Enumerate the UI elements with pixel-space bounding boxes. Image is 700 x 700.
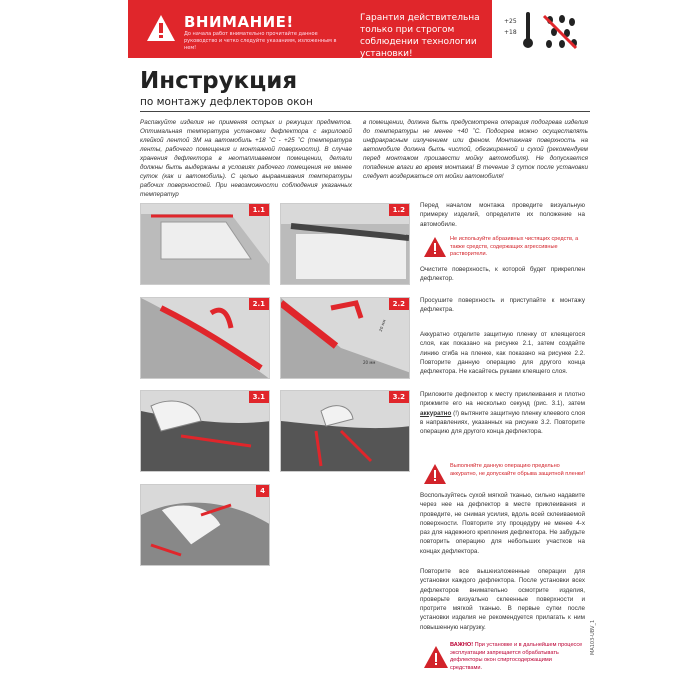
step-peel: Аккуратно отделите защитную пленку от клеящегося слоя, как показано на рисунке 2.1, затем создайте линию сгиба на пленке, как показано на рисунке 2.2. Повторите данную операцию для другого конца дефлектора. Не касайтесь руками клеящего слоя. [420, 331, 585, 376]
figure-3-2 [280, 390, 410, 472]
warning-title: ВНИМАНИЕ! [184, 13, 294, 31]
figure-1-1 [140, 203, 270, 285]
intro-left: Распакуйте изделия не применяя острых и режущих предметов. Оптимальная температура установки дефлектора с акриловой клейкой лентой 3М на автомобиль +18 ˚C - +25 ˚C (температура ленты, рабочего помещения и монтажной поверхности). В случае хранения дефлектора в неотапливаемом помещении, детали должны быть выдержаны в условиях рабочего помещения не менее суток (как и автомобиль). С целью выравнивания температуры рабочих поверхностей. При невозможности соблюдения указанных температур [140, 119, 352, 198]
step-clean: Очистите поверхность, к которой будет прикреплен дефлектор. [420, 266, 585, 283]
warning-icon [146, 14, 176, 42]
important-note [420, 642, 585, 682]
temp-low: +18 [504, 29, 517, 36]
warning-note-text: Не используйте абразивных чистящих средств, а также средств, содержащих агрессивные растворители. [450, 236, 579, 257]
step-press: Воспользуйтесь сухой мягкой тканью, сильно надавите через нее на дефлектор в месте приклеивания и проведите, не снимая усилия, вдоль всей склеиваемой поверхности. Повторите эту процедуру не менее 4-х раз для надежного крепления дефлектора. Не забудьте повторить операцию для небольших участков на концах дефлектора. [420, 492, 585, 555]
figure-2-2 [280, 297, 410, 379]
guarantee-text: Гарантия действительна только при строгом соблюдении технологии установки! [360, 13, 480, 59]
important-label: ВАЖНО! [450, 642, 474, 648]
thermometer-icon [522, 10, 534, 50]
figure-1-2 [280, 203, 410, 285]
step-fitting: Перед началом монтажа проведите визуальную примерку изделий, определите их положение на автомобиле. [420, 202, 585, 228]
text: (!) вытяните защитную пленку клеевого слоя в направлениях, указанных на рисунке 3.2. Повторите операцию для другого конца дефлектора. [420, 409, 585, 436]
divider [140, 111, 590, 112]
document-code: MA103-UBV_1 [590, 619, 596, 655]
warning-icon [423, 236, 447, 258]
warning-banner [128, 0, 492, 58]
intro-right: в помещении, должна быть предусмотрена операция подогрева изделия до температуры не менее +40 ˚C. Подогрев можно осуществлять инфракрасным излучением или феном. Монтажная поверхность на автомобиле должна быть чистой, обезжиренной и сухой (рекомендуем перед монтажом произвести мойку автомобиля). Не допускается попадение влаги во время монтажа! В течение 3 суток после установки следует воздержаться от мойки автомобиля! [363, 119, 588, 180]
temp-high: +25 [504, 18, 517, 25]
figure-label: 1.1 [249, 204, 269, 216]
figure-label: 3.2 [389, 391, 409, 403]
figure-2-1 [140, 297, 270, 379]
figure-label: 4 [256, 485, 269, 497]
warning-note-text: Выполняйте данную операцию предельно аккуратно, не допускайте обрыва защитной пленки! [450, 463, 585, 477]
no-rain-icon [542, 14, 578, 50]
text: Приложите дефлектор к месту приклеивания и плотно прижмите его на несколько секунд (рис. 3.1), затем [420, 391, 585, 408]
step-dry: Просушите поверхность и приступайте к монтажу дефлектра. [420, 297, 585, 314]
warning-subtitle: До начала работ внимательно прочитайте данное руководство и четко следуйте указаниям, изложенным в нем! [184, 31, 337, 51]
warning-note [420, 463, 585, 491]
dimension-label: 20 мм [377, 318, 387, 333]
figure-label: 3.1 [249, 391, 269, 403]
page-title: Инструкция [140, 68, 298, 94]
warning-icon [423, 463, 447, 485]
dimension-label: 20 мм [363, 360, 376, 365]
emphasis: аккуратно [420, 409, 452, 417]
text: При установке и в дальнейшем процессе эксплуатации запрещается обрабатывать дефлекторы окон спиртосодержащими средствами. [450, 642, 583, 671]
important-note-text [450, 642, 585, 672]
step-apply [420, 390, 585, 436]
figure-label: 1.2 [389, 204, 409, 216]
figure-label: 2.2 [389, 298, 409, 310]
figure-4 [140, 484, 270, 566]
warning-icon [423, 645, 449, 669]
step-repeat: Повторите все вышеизложенные операции для установки каждого дефлектора. После установки всех дефлекторов внимательно осмотрите изделия, проверьте визуально склеенные поверхности и протрите мягкой тканью. В первые сутки после установки изделия не рекомендуется прилагать к ним повышенную нагрузку. [420, 568, 585, 631]
warning-note [420, 236, 585, 264]
figure-label: 2.1 [249, 298, 269, 310]
page-subtitle: по монтажу дефлекторов окон [140, 96, 313, 108]
figure-3-1 [140, 390, 270, 472]
